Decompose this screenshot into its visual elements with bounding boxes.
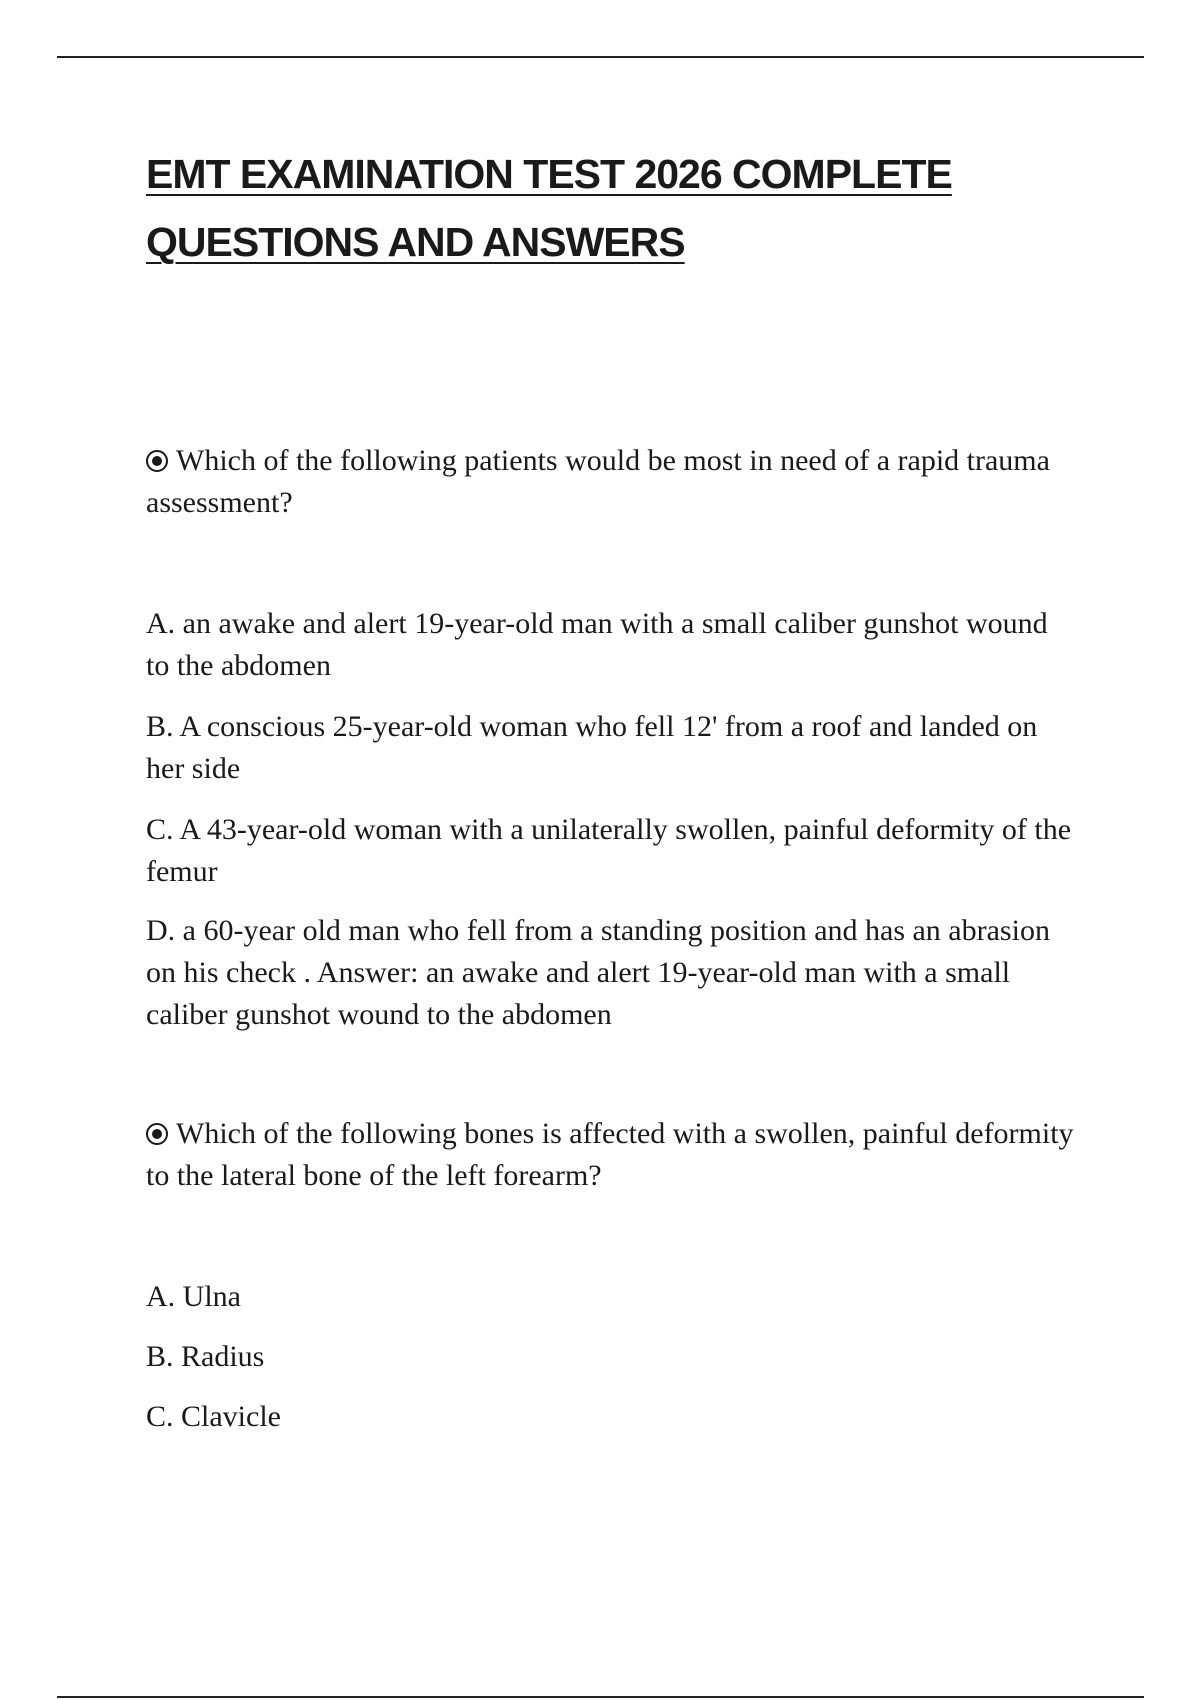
question-1-option-b: B. A conscious 25-year-old woman who fell 12' from a roof and landed on her side [146,710,1038,785]
question-2 [146,1113,1076,1197]
question-2-option-b: B. Radius [146,1340,265,1373]
question-2-text: Which of the following bones is affected with a swollen, painful deformity to the lateral bone of the left forearm? [146,1117,1074,1192]
page-title-line-1: EMT EXAMINATION TEST 2026 COMPLETE [146,151,952,197]
page-title [146,140,1096,276]
question-2-option-a: A. Ulna [146,1280,241,1313]
page-title-line-2: QUESTIONS AND ANSWERS [146,219,685,265]
fisheye-bullet-icon [146,1123,168,1145]
bottom-rule [57,1696,1144,1698]
question-1-option-a: A. an awake and alert 19-year-old man with a small caliber gunshot wound to the abdomen [146,607,1048,682]
question-1 [146,440,1076,524]
question-2-option-c: C. Clavicle [146,1400,281,1433]
question-1-option-d: D. a 60-year old man who fell from a standing position and has an abrasion on his check . Answer: an awake and alert 19-year-old man with a small caliber gunshot wound to the abdomen [146,914,1050,1031]
top-rule [57,56,1144,58]
question-1-option-c: C. A 43-year-old woman with a unilaterally swollen, painful deformity of the femur [146,813,1072,888]
question-1-text: Which of the following patients would be most in need of a rapid trauma assessment? [146,444,1050,519]
fisheye-bullet-icon [146,450,168,472]
